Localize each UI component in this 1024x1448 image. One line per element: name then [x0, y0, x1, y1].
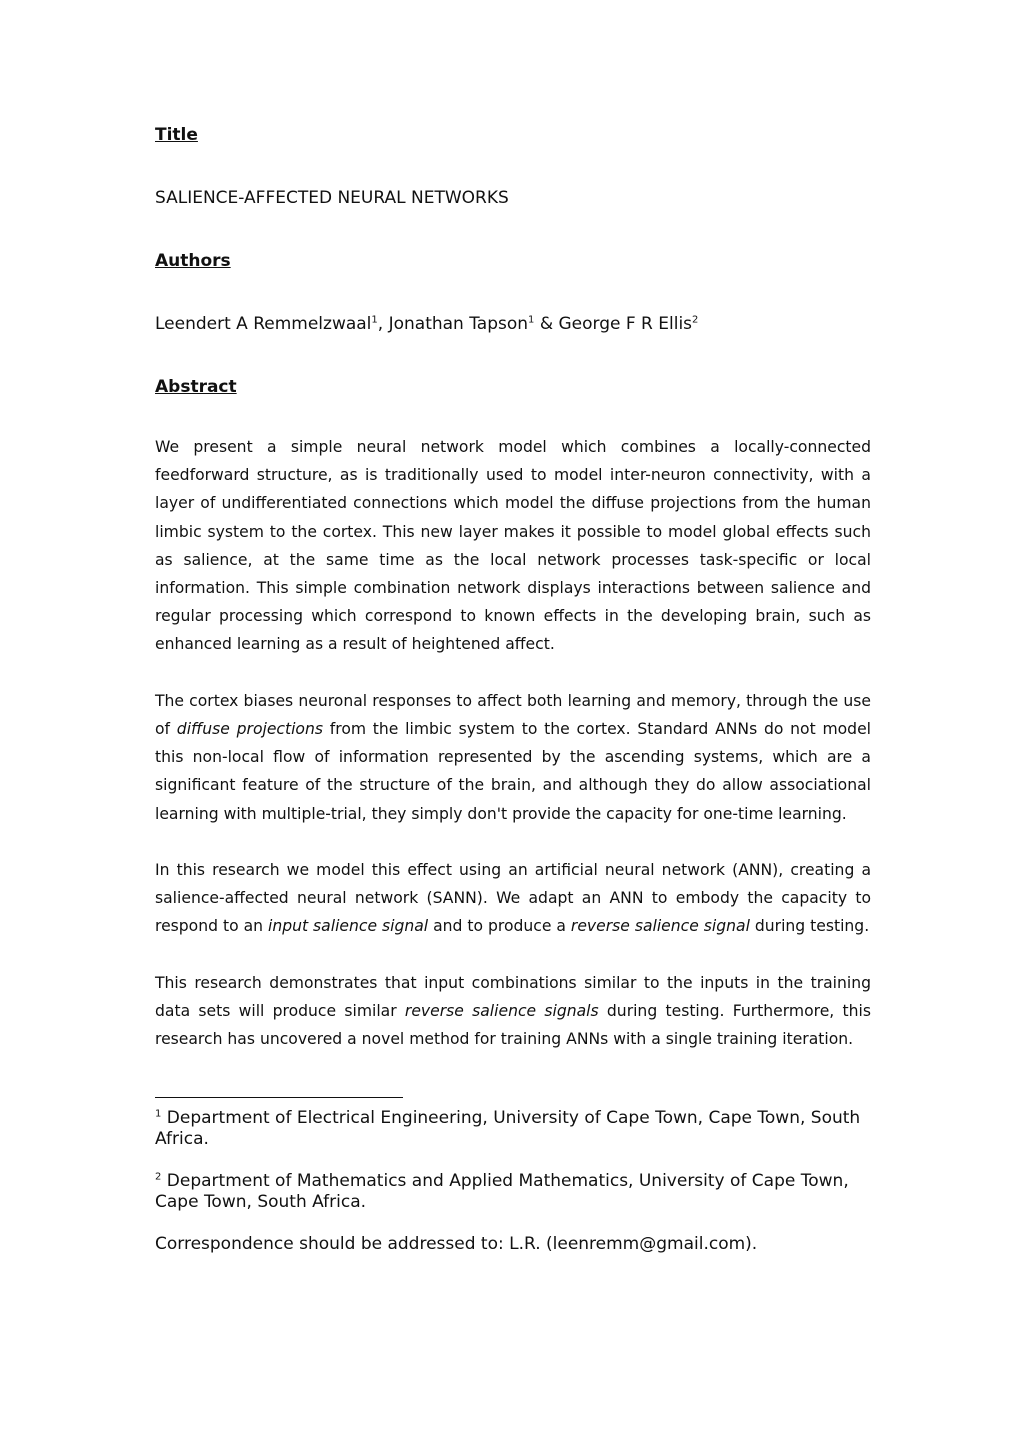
footnote-mark: 2 — [155, 1171, 162, 1183]
italic-term: reverse salience signal — [570, 917, 750, 936]
title-heading: Title — [155, 125, 198, 145]
italic-term: diffuse projections — [176, 720, 323, 739]
author-name: Leendert A Remmelzwaal — [155, 314, 372, 334]
abstract-heading: Abstract — [155, 377, 237, 397]
paper-title: SALIENCE-AFFECTED NEURAL NETWORKS — [155, 188, 509, 208]
author-list — [155, 307, 871, 341]
footnote-text: Department of Electrical Engineering, University of Cape Town, Cape Town, South Africa. — [155, 1108, 861, 1150]
paragraph-text: from the limbic system to the cortex. Standard ANNs do not model this non-local flow of information represented by the ascending systems, which are a significant feature of the structure of the brain, and although they do allow associational learning with multiple-trial, they simply don't provide the capacity for one-time learning. — [155, 720, 871, 823]
footnote — [155, 1171, 871, 1213]
abstract-paragraph — [155, 687, 871, 828]
italic-term: reverse salience signals — [404, 1002, 599, 1021]
abstract-paragraph — [155, 433, 871, 659]
author-affiliation-mark: 1 — [371, 314, 378, 326]
paragraph-text: The cortex biases neuronal responses to affect both learning and memory, through the use of — [155, 691, 871, 739]
author-affiliation-mark: 2 — [692, 314, 699, 326]
author-affiliation-mark: 1 — [528, 314, 535, 326]
abstract-paragraph — [155, 969, 871, 1054]
abstract-body — [155, 433, 871, 1053]
author-name: Jonathan Tapson — [388, 314, 529, 334]
authors-heading: Authors — [155, 251, 231, 271]
correspondence-note: Correspondence should be addressed to: L.R. (leenremm@gmail.com). — [155, 1234, 758, 1255]
author-separator: & — [534, 314, 559, 334]
paragraph-text: We present a simple neural network model which combines a locally-connected feedforward structure, as is traditionally used to model inter-neuron connectivity, with a layer of undifferentiated connections which model the diffuse projections from the human limbic system to the cortex. This new layer makes it possible to model global effects such as salience, at the same time as the local network processes task-specific or local information. This simple combination network displays interactions between salience and regular processing which correspond to known effects in the developing brain, such as enhanced learning as a result of heightened affect. — [155, 438, 871, 654]
paragraph-text: and to produce a — [428, 917, 571, 936]
paragraph-text: during testing. — [749, 917, 870, 936]
footnote — [155, 1108, 871, 1150]
italic-term: input salience signal — [267, 917, 429, 936]
author-separator: , — [377, 314, 389, 334]
footnote-mark: 1 — [155, 1108, 162, 1120]
paragraph-text: This research demonstrates that input combinations similar to the inputs in the training data sets will produce similar — [155, 973, 871, 1021]
abstract-paragraph — [155, 856, 871, 941]
footnote-text: Department of Mathematics and Applied Mathematics, University of Cape Town, Cape Town, South Africa. — [155, 1171, 849, 1213]
footnote-divider — [155, 1097, 403, 1098]
paragraph-text: during testing. Furthermore, this research has uncovered a novel method for training ANNs with a single training iteration. — [155, 1002, 871, 1049]
paper-page — [155, 118, 871, 1255]
paragraph-text: In this research we model this effect using an artificial neural network (ANN), creating a salience-affected neural network (SANN). We adapt an ANN to embody the capacity to respond to an — [155, 861, 871, 936]
author-name: George F R Ellis — [558, 314, 693, 334]
